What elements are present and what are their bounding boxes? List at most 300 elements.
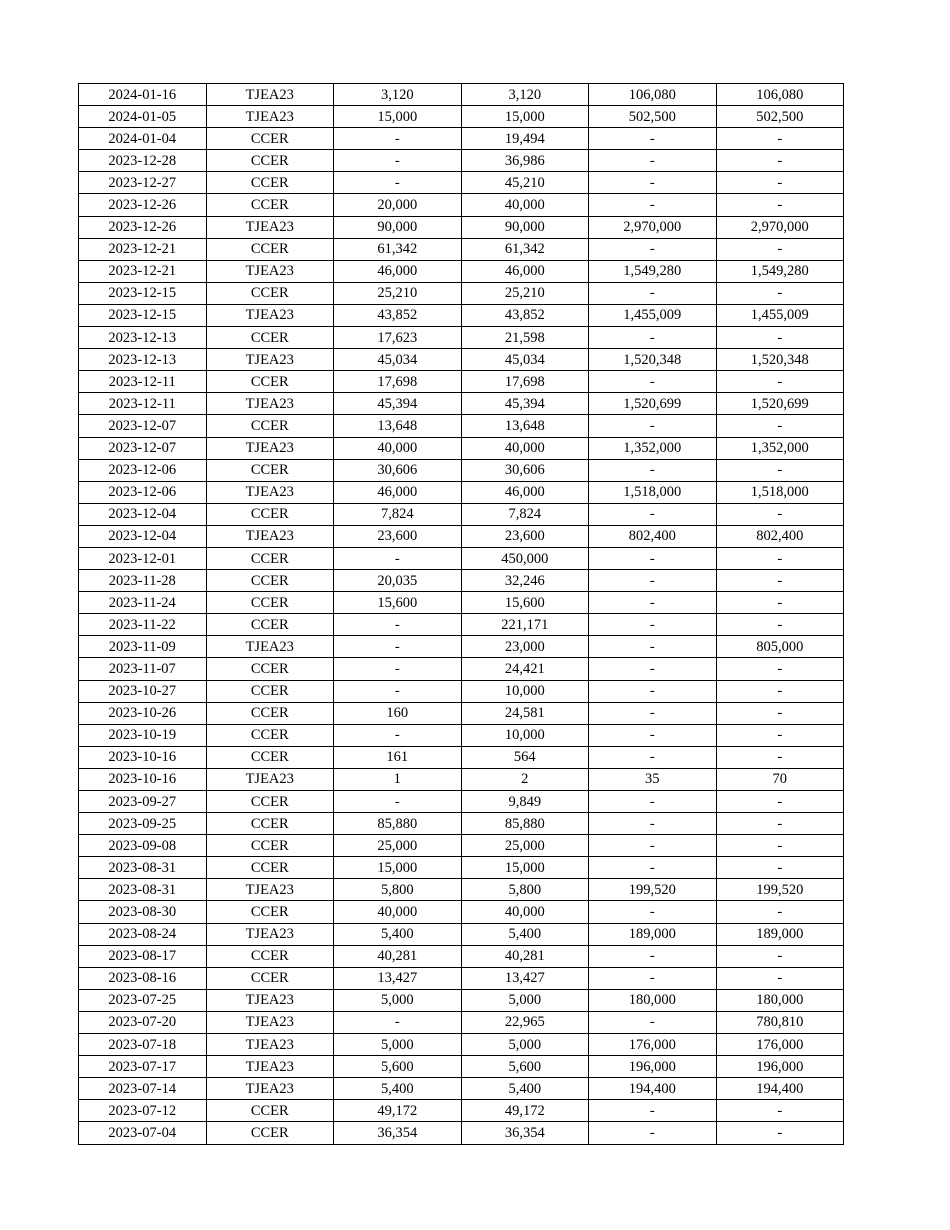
volume-cell: 49,172	[334, 1100, 462, 1122]
product-cell: CCER	[206, 901, 334, 923]
total-amount-cell: -	[716, 547, 844, 569]
volume-cell: 36,354	[334, 1122, 462, 1144]
total-volume-cell: 19,494	[461, 128, 589, 150]
volume-cell: 5,000	[334, 1034, 462, 1056]
date-cell: 2023-12-21	[79, 260, 207, 282]
volume-cell: -	[334, 150, 462, 172]
total-volume-cell: 23,600	[461, 525, 589, 547]
total-volume-cell: 24,421	[461, 658, 589, 680]
product-cell: CCER	[206, 791, 334, 813]
total-volume-cell: 10,000	[461, 680, 589, 702]
amount-cell: -	[589, 945, 717, 967]
total-amount-cell: -	[716, 857, 844, 879]
amount-cell: -	[589, 702, 717, 724]
volume-cell: 25,210	[334, 282, 462, 304]
table-row	[79, 857, 844, 879]
table-row	[79, 106, 844, 128]
total-volume-cell: 25,000	[461, 835, 589, 857]
table-row	[79, 415, 844, 437]
date-cell: 2023-10-19	[79, 724, 207, 746]
date-cell: 2023-07-18	[79, 1034, 207, 1056]
product-cell: TJEA23	[206, 106, 334, 128]
product-cell: CCER	[206, 813, 334, 835]
total-volume-cell: 17,698	[461, 371, 589, 393]
total-amount-cell: -	[716, 614, 844, 636]
product-cell: CCER	[206, 1100, 334, 1122]
total-volume-cell: 24,581	[461, 702, 589, 724]
total-volume-cell: 2	[461, 768, 589, 790]
table-row	[79, 923, 844, 945]
total-amount-cell: -	[716, 791, 844, 813]
product-cell: CCER	[206, 194, 334, 216]
total-volume-cell: 90,000	[461, 216, 589, 238]
total-volume-cell: 10,000	[461, 724, 589, 746]
product-cell: CCER	[206, 282, 334, 304]
table-row	[79, 525, 844, 547]
volume-cell: 13,648	[334, 415, 462, 437]
date-cell: 2023-10-16	[79, 746, 207, 768]
volume-cell: 160	[334, 702, 462, 724]
total-amount-cell: 780,810	[716, 1011, 844, 1033]
amount-cell: -	[589, 150, 717, 172]
date-cell: 2023-07-04	[79, 1122, 207, 1144]
amount-cell: -	[589, 724, 717, 746]
total-amount-cell: -	[716, 327, 844, 349]
amount-cell: -	[589, 327, 717, 349]
product-cell: CCER	[206, 945, 334, 967]
total-volume-cell: 85,880	[461, 813, 589, 835]
product-cell: TJEA23	[206, 636, 334, 658]
total-amount-cell: -	[716, 194, 844, 216]
volume-cell: 30,606	[334, 459, 462, 481]
date-cell: 2023-10-26	[79, 702, 207, 724]
total-amount-cell: -	[716, 415, 844, 437]
table-row	[79, 1078, 844, 1100]
total-amount-cell: -	[716, 1100, 844, 1122]
total-volume-cell: 13,427	[461, 967, 589, 989]
date-cell: 2023-12-07	[79, 437, 207, 459]
date-cell: 2023-12-28	[79, 150, 207, 172]
total-amount-cell: 189,000	[716, 923, 844, 945]
amount-cell: -	[589, 614, 717, 636]
total-amount-cell: -	[716, 680, 844, 702]
volume-cell: 40,281	[334, 945, 462, 967]
table-row	[79, 1011, 844, 1033]
volume-cell: 15,000	[334, 106, 462, 128]
table-row	[79, 768, 844, 790]
volume-cell: -	[334, 128, 462, 150]
date-cell: 2023-12-21	[79, 238, 207, 260]
table-row	[79, 172, 844, 194]
total-amount-cell: -	[716, 945, 844, 967]
product-cell: TJEA23	[206, 989, 334, 1011]
total-volume-cell: 40,000	[461, 901, 589, 923]
date-cell: 2023-12-11	[79, 393, 207, 415]
total-volume-cell: 5,000	[461, 1034, 589, 1056]
amount-cell: 1,455,009	[589, 304, 717, 326]
amount-cell: -	[589, 238, 717, 260]
volume-cell: 17,698	[334, 371, 462, 393]
total-volume-cell: 221,171	[461, 614, 589, 636]
amount-cell: 1,520,348	[589, 349, 717, 371]
product-cell: TJEA23	[206, 923, 334, 945]
total-amount-cell: 1,518,000	[716, 481, 844, 503]
volume-cell: 15,600	[334, 592, 462, 614]
amount-cell: 2,970,000	[589, 216, 717, 238]
product-cell: CCER	[206, 1122, 334, 1144]
total-amount-cell: 1,455,009	[716, 304, 844, 326]
product-cell: CCER	[206, 967, 334, 989]
product-cell: CCER	[206, 592, 334, 614]
total-volume-cell: 43,852	[461, 304, 589, 326]
total-volume-cell: 22,965	[461, 1011, 589, 1033]
amount-cell: -	[589, 547, 717, 569]
date-cell: 2023-11-28	[79, 570, 207, 592]
volume-cell: -	[334, 1011, 462, 1033]
total-amount-cell: 176,000	[716, 1034, 844, 1056]
table-row	[79, 901, 844, 923]
product-cell: CCER	[206, 680, 334, 702]
table-row	[79, 371, 844, 393]
total-amount-cell: -	[716, 570, 844, 592]
total-amount-cell: -	[716, 901, 844, 923]
volume-cell: -	[334, 680, 462, 702]
table-row	[79, 813, 844, 835]
volume-cell: 161	[334, 746, 462, 768]
total-amount-cell: 106,080	[716, 84, 844, 106]
amount-cell: -	[589, 592, 717, 614]
table-row	[79, 879, 844, 901]
amount-cell: -	[589, 680, 717, 702]
date-cell: 2023-08-17	[79, 945, 207, 967]
volume-cell: 7,824	[334, 503, 462, 525]
volume-cell: 5,000	[334, 989, 462, 1011]
total-volume-cell: 5,800	[461, 879, 589, 901]
total-volume-cell: 564	[461, 746, 589, 768]
product-cell: CCER	[206, 547, 334, 569]
volume-cell: 45,034	[334, 349, 462, 371]
total-volume-cell: 45,210	[461, 172, 589, 194]
product-cell: CCER	[206, 150, 334, 172]
date-cell: 2023-12-13	[79, 327, 207, 349]
total-volume-cell: 15,600	[461, 592, 589, 614]
total-volume-cell: 36,354	[461, 1122, 589, 1144]
total-volume-cell: 25,210	[461, 282, 589, 304]
table-row	[79, 194, 844, 216]
amount-cell: -	[589, 503, 717, 525]
total-amount-cell: 1,352,000	[716, 437, 844, 459]
table-row	[79, 437, 844, 459]
total-volume-cell: 13,648	[461, 415, 589, 437]
amount-cell: -	[589, 459, 717, 481]
total-amount-cell: 1,549,280	[716, 260, 844, 282]
table-row	[79, 1034, 844, 1056]
amount-cell: -	[589, 791, 717, 813]
date-cell: 2024-01-04	[79, 128, 207, 150]
amount-cell: -	[589, 658, 717, 680]
table-row	[79, 481, 844, 503]
product-cell: TJEA23	[206, 437, 334, 459]
amount-cell: 176,000	[589, 1034, 717, 1056]
table-row	[79, 614, 844, 636]
total-volume-cell: 7,824	[461, 503, 589, 525]
amount-cell: 1,549,280	[589, 260, 717, 282]
volume-cell: 85,880	[334, 813, 462, 835]
date-cell: 2023-08-30	[79, 901, 207, 923]
amount-cell: 1,520,699	[589, 393, 717, 415]
total-amount-cell: -	[716, 503, 844, 525]
amount-cell: -	[589, 746, 717, 768]
total-volume-cell: 21,598	[461, 327, 589, 349]
table-row	[79, 570, 844, 592]
volume-cell: 40,000	[334, 901, 462, 923]
table-row	[79, 658, 844, 680]
date-cell: 2023-11-24	[79, 592, 207, 614]
date-cell: 2023-12-26	[79, 216, 207, 238]
total-volume-cell: 23,000	[461, 636, 589, 658]
total-amount-cell: 1,520,348	[716, 349, 844, 371]
total-amount-cell: -	[716, 592, 844, 614]
amount-cell: -	[589, 1011, 717, 1033]
product-cell: CCER	[206, 857, 334, 879]
total-volume-cell: 36,986	[461, 150, 589, 172]
amount-cell: 502,500	[589, 106, 717, 128]
table-row	[79, 1100, 844, 1122]
total-volume-cell: 46,000	[461, 260, 589, 282]
date-cell: 2023-07-20	[79, 1011, 207, 1033]
date-cell: 2023-08-31	[79, 879, 207, 901]
total-volume-cell: 45,034	[461, 349, 589, 371]
volume-cell: -	[334, 791, 462, 813]
product-cell: CCER	[206, 570, 334, 592]
volume-cell: -	[334, 724, 462, 746]
total-volume-cell: 450,000	[461, 547, 589, 569]
amount-cell: -	[589, 282, 717, 304]
table-row	[79, 1056, 844, 1078]
total-amount-cell: -	[716, 1122, 844, 1144]
total-volume-cell: 49,172	[461, 1100, 589, 1122]
amount-cell: -	[589, 128, 717, 150]
product-cell: TJEA23	[206, 525, 334, 547]
total-amount-cell: -	[716, 835, 844, 857]
date-cell: 2024-01-05	[79, 106, 207, 128]
table-row	[79, 393, 844, 415]
volume-cell: -	[334, 172, 462, 194]
amount-cell: -	[589, 194, 717, 216]
product-cell: TJEA23	[206, 768, 334, 790]
total-volume-cell: 45,394	[461, 393, 589, 415]
amount-cell: -	[589, 1122, 717, 1144]
total-volume-cell: 61,342	[461, 238, 589, 260]
total-amount-cell: 194,400	[716, 1078, 844, 1100]
date-cell: 2024-01-16	[79, 84, 207, 106]
total-volume-cell: 5,400	[461, 923, 589, 945]
date-cell: 2023-10-16	[79, 768, 207, 790]
volume-cell: 46,000	[334, 481, 462, 503]
total-amount-cell: -	[716, 967, 844, 989]
amount-cell: -	[589, 1100, 717, 1122]
table-row	[79, 327, 844, 349]
amount-cell: 199,520	[589, 879, 717, 901]
total-amount-cell: 2,970,000	[716, 216, 844, 238]
date-cell: 2023-12-04	[79, 503, 207, 525]
volume-cell: 5,600	[334, 1056, 462, 1078]
volume-cell: 20,035	[334, 570, 462, 592]
table-row	[79, 260, 844, 282]
product-cell: CCER	[206, 702, 334, 724]
volume-cell: -	[334, 614, 462, 636]
table-row	[79, 1122, 844, 1144]
table-row	[79, 503, 844, 525]
amount-cell: 35	[589, 768, 717, 790]
table-row	[79, 945, 844, 967]
amount-cell: -	[589, 857, 717, 879]
volume-cell: 45,394	[334, 393, 462, 415]
total-amount-cell: 1,520,699	[716, 393, 844, 415]
table-row	[79, 238, 844, 260]
volume-cell: 20,000	[334, 194, 462, 216]
product-cell: CCER	[206, 415, 334, 437]
total-amount-cell: -	[716, 459, 844, 481]
total-amount-cell: -	[716, 282, 844, 304]
volume-cell: 61,342	[334, 238, 462, 260]
total-amount-cell: 805,000	[716, 636, 844, 658]
total-amount-cell: -	[716, 746, 844, 768]
amount-cell: 189,000	[589, 923, 717, 945]
total-amount-cell: -	[716, 813, 844, 835]
table-row	[79, 791, 844, 813]
total-amount-cell: 70	[716, 768, 844, 790]
date-cell: 2023-09-25	[79, 813, 207, 835]
volume-cell: -	[334, 547, 462, 569]
transaction-table	[78, 83, 844, 1145]
total-volume-cell: 46,000	[461, 481, 589, 503]
date-cell: 2023-11-09	[79, 636, 207, 658]
volume-cell: 43,852	[334, 304, 462, 326]
date-cell: 2023-09-27	[79, 791, 207, 813]
product-cell: TJEA23	[206, 481, 334, 503]
date-cell: 2023-07-25	[79, 989, 207, 1011]
volume-cell: 5,400	[334, 923, 462, 945]
total-amount-cell: 196,000	[716, 1056, 844, 1078]
product-cell: TJEA23	[206, 1056, 334, 1078]
date-cell: 2023-12-06	[79, 459, 207, 481]
date-cell: 2023-12-06	[79, 481, 207, 503]
table-row	[79, 835, 844, 857]
product-cell: CCER	[206, 614, 334, 636]
total-amount-cell: -	[716, 724, 844, 746]
product-cell: CCER	[206, 658, 334, 680]
total-volume-cell: 5,000	[461, 989, 589, 1011]
amount-cell: -	[589, 835, 717, 857]
amount-cell: -	[589, 415, 717, 437]
volume-cell: 5,800	[334, 879, 462, 901]
volume-cell: -	[334, 658, 462, 680]
table-row	[79, 967, 844, 989]
volume-cell: 13,427	[334, 967, 462, 989]
volume-cell: 15,000	[334, 857, 462, 879]
total-amount-cell: -	[716, 172, 844, 194]
total-volume-cell: 15,000	[461, 857, 589, 879]
total-volume-cell: 32,246	[461, 570, 589, 592]
amount-cell: -	[589, 570, 717, 592]
volume-cell: 17,623	[334, 327, 462, 349]
amount-cell: 196,000	[589, 1056, 717, 1078]
total-volume-cell: 40,000	[461, 437, 589, 459]
product-cell: TJEA23	[206, 216, 334, 238]
table-row	[79, 547, 844, 569]
amount-cell: -	[589, 371, 717, 393]
volume-cell: -	[334, 636, 462, 658]
date-cell: 2023-07-14	[79, 1078, 207, 1100]
table-row	[79, 724, 844, 746]
table-row	[79, 216, 844, 238]
table-row	[79, 150, 844, 172]
table-row	[79, 746, 844, 768]
product-cell: CCER	[206, 746, 334, 768]
volume-cell: 46,000	[334, 260, 462, 282]
table-row	[79, 128, 844, 150]
product-cell: TJEA23	[206, 304, 334, 326]
table-row	[79, 282, 844, 304]
total-volume-cell: 5,600	[461, 1056, 589, 1078]
volume-cell: 23,600	[334, 525, 462, 547]
product-cell: CCER	[206, 371, 334, 393]
total-amount-cell: -	[716, 702, 844, 724]
product-cell: TJEA23	[206, 879, 334, 901]
date-cell: 2023-12-13	[79, 349, 207, 371]
total-volume-cell: 30,606	[461, 459, 589, 481]
amount-cell: 180,000	[589, 989, 717, 1011]
amount-cell: -	[589, 967, 717, 989]
table-row	[79, 459, 844, 481]
product-cell: TJEA23	[206, 1034, 334, 1056]
date-cell: 2023-08-16	[79, 967, 207, 989]
table-row	[79, 84, 844, 106]
date-cell: 2023-12-15	[79, 282, 207, 304]
product-cell: TJEA23	[206, 1078, 334, 1100]
amount-cell: 1,518,000	[589, 481, 717, 503]
table-row	[79, 349, 844, 371]
total-amount-cell: 199,520	[716, 879, 844, 901]
product-cell: TJEA23	[206, 393, 334, 415]
amount-cell: 194,400	[589, 1078, 717, 1100]
total-volume-cell: 5,400	[461, 1078, 589, 1100]
total-volume-cell: 40,000	[461, 194, 589, 216]
product-cell: CCER	[206, 724, 334, 746]
table-row	[79, 680, 844, 702]
date-cell: 2023-10-27	[79, 680, 207, 702]
product-cell: CCER	[206, 327, 334, 349]
product-cell: CCER	[206, 172, 334, 194]
amount-cell: 1,352,000	[589, 437, 717, 459]
volume-cell: 5,400	[334, 1078, 462, 1100]
table-row	[79, 304, 844, 326]
date-cell: 2023-12-01	[79, 547, 207, 569]
volume-cell: 25,000	[334, 835, 462, 857]
total-amount-cell: 180,000	[716, 989, 844, 1011]
date-cell: 2023-12-27	[79, 172, 207, 194]
total-volume-cell: 40,281	[461, 945, 589, 967]
amount-cell: 802,400	[589, 525, 717, 547]
total-amount-cell: -	[716, 238, 844, 260]
total-amount-cell: 802,400	[716, 525, 844, 547]
volume-cell: 3,120	[334, 84, 462, 106]
product-cell: TJEA23	[206, 260, 334, 282]
date-cell: 2023-12-11	[79, 371, 207, 393]
table-body	[79, 84, 844, 1145]
table-row	[79, 636, 844, 658]
